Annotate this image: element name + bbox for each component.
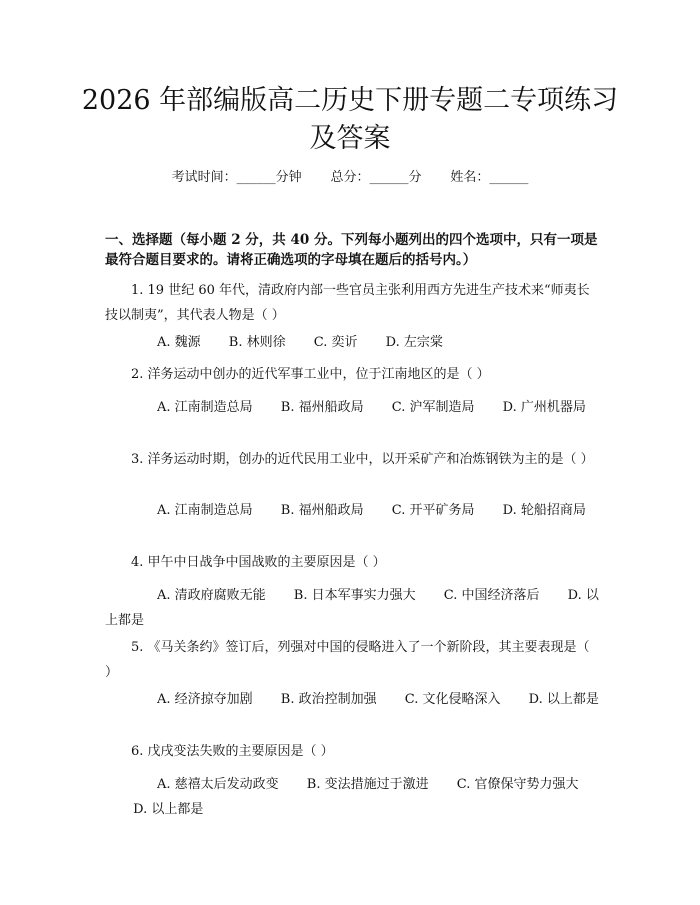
option-b: B. 变法措施过于激进 bbox=[306, 777, 429, 792]
option-c: C. 官僚保守势力强大 bbox=[456, 777, 579, 792]
option-a: A. 江南制造总局 bbox=[157, 503, 253, 518]
question-1-options bbox=[105, 330, 600, 355]
title-line-2: 及答案 bbox=[309, 123, 391, 154]
option-d: D. 以上都是 bbox=[528, 692, 599, 707]
option-b: B. 福州船政局 bbox=[280, 400, 364, 415]
option-d: D. 以上都是 bbox=[133, 802, 204, 817]
option-c: C. 沪军制造局 bbox=[391, 400, 475, 415]
question-6-options bbox=[105, 772, 600, 822]
question-1-stem: 1. 19 世纪 60 年代，清政府内部一些官员主张利用西方先进生产技术来“师夷长技以制夷”，其代表人物是（ ） bbox=[105, 283, 590, 323]
exam-info-line: 考试时间：______分钟 总分：______分 姓名：______ bbox=[171, 170, 529, 185]
section-heading: 一、选择题（每小题 2 分，共 40 分。下列每小题列出的四个选项中，只有一项是最符合题目要求的。请将正确选项的字母填在题后的括号内。） bbox=[105, 232, 598, 268]
option-a: A. 江南制造总局 bbox=[157, 400, 253, 415]
option-c: C. 文化侵略深入 bbox=[404, 692, 501, 707]
option-d: D. 左宗棠 bbox=[385, 335, 443, 350]
option-b: B. 政治控制加强 bbox=[280, 692, 377, 707]
option-d: D. 广州机器局 bbox=[502, 400, 586, 415]
option-a: A. 慈禧太后发动政变 bbox=[157, 777, 279, 792]
question-4-options bbox=[105, 583, 600, 633]
question-5-options bbox=[105, 687, 600, 712]
option-d: D. 以上都是 bbox=[105, 588, 599, 628]
option-b: B. 林则徐 bbox=[228, 335, 286, 350]
option-d: D. 轮船招商局 bbox=[502, 503, 586, 518]
question-6-stem: 6. 戊戌变法失败的主要原因是（ ） bbox=[131, 744, 334, 759]
option-c: C. 奕䜣 bbox=[313, 335, 358, 350]
option-a: A. 清政府腐败无能 bbox=[157, 588, 266, 603]
option-a: A. 魏源 bbox=[157, 335, 201, 350]
option-b: B. 日本军事实力强大 bbox=[293, 588, 416, 603]
page-title bbox=[80, 82, 620, 158]
question-2-options bbox=[105, 395, 600, 420]
option-b: B. 福州船政局 bbox=[280, 503, 364, 518]
question-2-stem: 2. 洋务运动中创办的近代军事工业中，位于江南地区的是（ ） bbox=[131, 367, 490, 382]
option-a: A. 经济掠夺加剧 bbox=[157, 692, 253, 707]
title-line-1: 2026 年部编版高二历史下册专题二专项练习 bbox=[81, 85, 619, 116]
option-c: C. 中国经济落后 bbox=[443, 588, 540, 603]
option-c: C. 开平矿务局 bbox=[391, 503, 475, 518]
question-3-options bbox=[105, 498, 600, 523]
question-3-stem: 3. 洋务运动时期，创办的近代民用工业中，以开采矿产和冶炼钢铁为主的是（ ） bbox=[131, 452, 594, 467]
question-4-stem: 4. 甲午中日战争中国战败的主要原因是（ ） bbox=[131, 555, 386, 570]
question-5-stem: 5. 《马关条约》签订后，列强对中国的侵略进入了一个新阶段，其主要表现是（ ） bbox=[105, 640, 590, 680]
